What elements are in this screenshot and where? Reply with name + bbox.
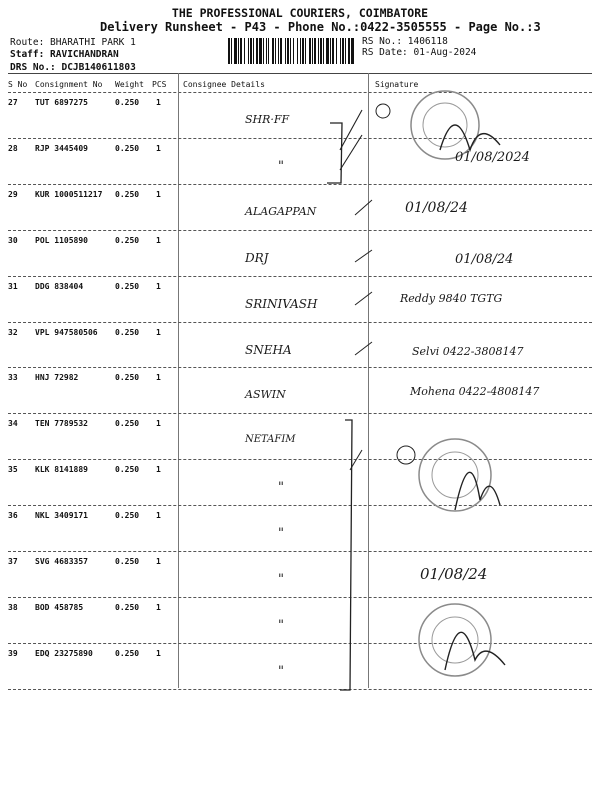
signature-name-phone: Selvi 0422-3808147	[412, 345, 524, 358]
row-pcs: 1	[156, 281, 161, 291]
row-sno: 28	[8, 143, 18, 153]
col-pcs: PCS	[152, 80, 167, 89]
row-separator	[8, 459, 592, 460]
row-consignment-no: DDG 838404	[35, 281, 84, 291]
column-divider-signature	[368, 73, 369, 688]
row-sno: 35	[8, 465, 18, 475]
row-sno: 27	[8, 98, 18, 107]
row-consignee-handwritten: "	[278, 572, 284, 587]
route-label: Route: BHARATHI PARK 1	[10, 37, 136, 48]
row-pcs: 1	[156, 602, 161, 612]
barcode-bar	[314, 38, 316, 64]
barcode-bar	[263, 38, 264, 64]
row-consignment-no: TEN 7789532	[35, 419, 88, 429]
signature-date: 01/08/2024	[455, 150, 530, 165]
row-pcs: 1	[156, 648, 161, 658]
company-title: THE PROFESSIONAL COURIERS, COIMBATORE	[171, 6, 429, 20]
row-weight: 0.250	[115, 327, 140, 337]
col-sno: S No	[8, 80, 28, 89]
barcode-bar	[342, 38, 344, 64]
row-separator	[8, 276, 592, 277]
row-pcs: 1	[156, 557, 161, 566]
barcode-bar	[297, 38, 298, 64]
barcode-bar	[309, 38, 311, 64]
barcode-bar	[248, 38, 249, 64]
barcode-bar	[326, 38, 329, 64]
row-consignee-handwritten: "	[278, 480, 284, 496]
row-weight: 0.250	[115, 143, 140, 153]
runsheet-subtitle: Delivery Runsheet - P43 - Phone No.:0422-3505555 - Page No.:3	[100, 20, 541, 34]
barcode-bar	[228, 38, 230, 64]
barcode-bar	[253, 38, 254, 64]
row-consignee-handwritten: "	[278, 526, 284, 542]
barcode-bar	[287, 38, 289, 64]
barcode-bar	[336, 38, 337, 64]
row-sno: 33	[8, 373, 18, 383]
barcode-bar	[332, 38, 334, 64]
row-separator	[8, 551, 592, 552]
row-separator	[8, 643, 592, 644]
rs-number: RS No.: 1406118	[362, 36, 448, 47]
row-separator	[8, 367, 592, 368]
row-weight: 0.250	[115, 602, 140, 612]
row-weight: 0.250	[115, 281, 140, 291]
row-weight: 0.250	[115, 465, 140, 475]
barcode-bar	[234, 38, 237, 64]
col-signature: Signature	[375, 80, 419, 89]
row-sno: 36	[8, 511, 18, 521]
row-consignee-handwritten: NETAFIM	[245, 434, 296, 446]
drs-label: DRS No.: DCJB140611803	[10, 62, 136, 73]
column-divider-consignee	[178, 73, 179, 688]
header-underline	[8, 92, 592, 93]
barcode-bar	[275, 38, 276, 64]
row-pcs: 1	[156, 189, 161, 199]
row-consignment-no: TUT 6897275	[35, 98, 88, 107]
row-separator	[8, 413, 592, 414]
row-separator	[8, 322, 592, 323]
row-pcs: 1	[156, 465, 161, 475]
row-consignment-no: RJP 3445409	[35, 143, 88, 153]
barcode-bar	[330, 38, 331, 64]
row-pcs: 1	[156, 419, 161, 429]
barcode-bar	[266, 38, 267, 64]
row-consignee-handwritten: "	[278, 663, 284, 679]
barcode-bar	[231, 38, 232, 64]
row-consignee-handwritten: SNEHA	[245, 342, 292, 357]
barcode-bar	[268, 38, 269, 64]
row-sno: 29	[8, 189, 18, 199]
row-consignment-no: BOD 458785	[35, 602, 84, 612]
barcode-bar	[351, 38, 354, 64]
barcode-bar	[348, 38, 350, 64]
header-divider	[8, 73, 592, 74]
row-sno: 34	[8, 419, 18, 429]
barcode-bar	[250, 38, 252, 64]
row-sno: 39	[8, 648, 18, 658]
rs-date: RS Date: 01-Aug-2024	[362, 47, 477, 58]
row-pcs: 1	[156, 98, 161, 107]
row-weight: 0.250	[115, 98, 140, 107]
row-pcs: 1	[156, 511, 161, 521]
row-consignee-handwritten: ALAGAPPAN	[245, 204, 317, 218]
barcode-bar	[256, 38, 258, 64]
staff-label: Staff: RAVICHANDRAN	[10, 49, 119, 60]
row-consignment-no: KLK 8141889	[35, 465, 88, 475]
barcode-bar	[320, 38, 322, 64]
row-weight: 0.250	[115, 557, 140, 566]
barcode-bar	[302, 38, 304, 64]
row-weight: 0.250	[115, 511, 140, 521]
row-separator	[8, 597, 592, 598]
barcode-bar	[278, 38, 279, 64]
row-consignment-no: KUR 1000511217	[35, 189, 103, 199]
row-pcs: 1	[156, 327, 161, 337]
barcode-bar	[300, 38, 301, 64]
row-weight: 0.250	[115, 235, 140, 245]
row-sno: 32	[8, 327, 18, 337]
row-consignee-handwritten: SRINIVASH	[245, 296, 318, 311]
row-consignment-no: SVG 4683357	[35, 557, 88, 566]
row-separator	[8, 230, 592, 231]
barcode-bar	[272, 38, 274, 64]
barcode-bar	[244, 38, 245, 64]
barcode-bar	[318, 38, 319, 64]
row-consignee-handwritten: DRJ	[245, 250, 269, 265]
signature-date: 01/08/24	[420, 565, 488, 583]
barcode	[228, 38, 354, 64]
barcode-bar	[285, 38, 286, 64]
col-consignee: Consignee Details	[183, 80, 265, 89]
barcode-bar	[280, 38, 282, 64]
signature-name-phone: Reddy 9840 TGTG	[400, 292, 503, 305]
barcode-bar	[240, 38, 242, 64]
row-consignment-no: NKL 3409171	[35, 511, 88, 521]
row-weight: 0.250	[115, 419, 140, 429]
row-consignee-handwritten: "	[278, 617, 284, 633]
barcode-bar	[290, 38, 291, 64]
signature-date: 01/08/24	[455, 252, 514, 267]
row-separator	[8, 505, 592, 506]
row-separator	[8, 184, 592, 185]
barcode-bar	[340, 38, 341, 64]
row-separator	[8, 138, 592, 139]
row-pcs: 1	[156, 373, 161, 383]
barcode-bar	[323, 38, 324, 64]
row-weight: 0.250	[115, 189, 140, 199]
row-weight: 0.250	[115, 373, 140, 383]
row-consignee-handwritten: ASWIN	[245, 388, 286, 402]
row-consignment-no: POL 1105890	[35, 235, 88, 245]
barcode-bar	[259, 38, 262, 64]
row-pcs: 1	[156, 235, 161, 245]
col-consignment: Consignment No	[35, 80, 103, 89]
signature-date: 01/08/24	[405, 200, 468, 216]
barcode-bar	[293, 38, 294, 64]
row-sno: 37	[8, 557, 18, 566]
row-consignment-no: EDQ 23275890	[35, 648, 93, 658]
row-separator	[8, 689, 592, 690]
row-pcs: 1	[156, 143, 161, 153]
row-sno: 38	[8, 602, 18, 612]
row-consignment-no: HNJ 72982	[35, 373, 79, 383]
barcode-bar	[345, 38, 346, 64]
row-sno: 30	[8, 235, 18, 245]
row-consignee-handwritten: "	[278, 158, 284, 174]
signature-name-phone: Mohena 0422-4808147	[410, 385, 540, 398]
barcode-bar	[238, 38, 239, 64]
barcode-bar	[305, 38, 306, 64]
row-weight: 0.250	[115, 648, 140, 658]
row-consignment-no: VPL 947580506	[35, 327, 98, 337]
col-weight: Weight	[115, 80, 144, 89]
row-sno: 31	[8, 281, 18, 291]
barcode-bar	[312, 38, 313, 64]
row-consignee-handwritten: SHR·FF	[245, 113, 290, 126]
